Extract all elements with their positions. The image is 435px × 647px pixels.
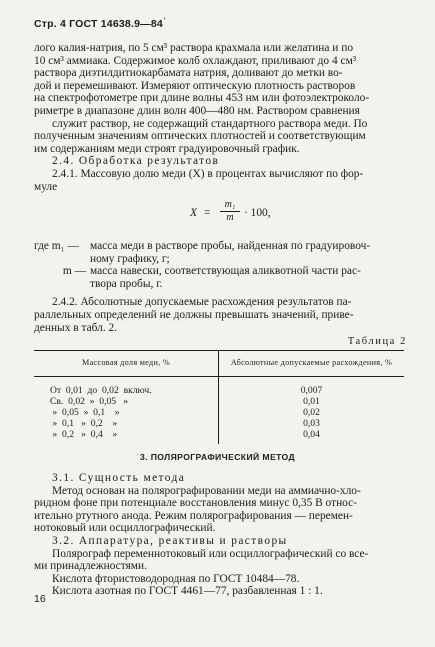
- definition-line: ному графику, г;: [90, 252, 170, 265]
- formula-fraction: [220, 199, 240, 224]
- text-line: им содержаниям меди строят градуировочный график.: [34, 142, 300, 155]
- text-line: риметре в диапазоне длин волн 400—480 нм. Раствором сравнения: [34, 104, 360, 117]
- table-cell-range: » 0,05 » 0,1 »: [34, 407, 219, 418]
- reagent-line: Кислота фтористоводородная по ГОСТ 10484—78.: [52, 572, 300, 585]
- formula-lhs: X: [190, 207, 197, 219]
- formula-definitions: [34, 240, 414, 334]
- page-header: [34, 18, 166, 30]
- column-header-mass-fraction: Массовая доля меди, %: [34, 351, 219, 377]
- definition-line: масса навески, соответствующая аликвотной части рас-: [90, 265, 361, 278]
- section-heading-2-4: 2.4. Обработка результатов: [52, 155, 220, 168]
- definition-term: m —: [62, 265, 86, 278]
- table-cell-value: 0,02: [303, 407, 320, 418]
- table-cell-range: » 0,2 » 0,4 »: [34, 429, 219, 444]
- table-cell-range: Св. 0,02 » 0,05 »: [34, 396, 219, 407]
- definition-term: где m₁ —: [34, 240, 79, 252]
- formula-equals: =: [204, 207, 211, 219]
- table-cell-value: 0,01: [303, 396, 320, 407]
- table-row: [34, 418, 404, 429]
- text-line: дой и перемешивают. Измеряют оптическую плотность растворов: [34, 79, 356, 92]
- table-cell-value: 0,007: [300, 385, 323, 396]
- text-line: на спектрофотометре при длине волны 453 нм или фотоэлектроколо-: [34, 92, 370, 105]
- table-cell-value: 0,04: [303, 429, 320, 440]
- text-line: лого калия-натрия, по 5 см³ раствора крахмала или желатина и по: [34, 42, 354, 54]
- header-mark: ': [163, 16, 166, 26]
- definition-line: масса меди в растворе пробы, найденная по градуировоч-: [90, 240, 371, 252]
- table-caption: Таблица 2: [347, 336, 407, 347]
- table-row: [34, 429, 404, 444]
- table-cell-value: 0,03: [303, 418, 320, 429]
- tolerance-table: [34, 350, 404, 444]
- text-line: Метод основан на полярографировании меди на аммиачно-хло-: [52, 484, 361, 497]
- header-text: Стр. 4 ГОСТ 14638.9—84: [34, 18, 163, 30]
- section-3-title: 3. ПОЛЯРОГРАФИЧЕСКИЙ МЕТОД: [139, 452, 296, 462]
- definition-m1: [34, 240, 414, 265]
- text-line: денных в табл. 2.: [34, 321, 118, 334]
- formula: [190, 199, 300, 229]
- definition-line: твора пробы, г.: [90, 277, 163, 290]
- text-line: раствора диэтилдитиокарбамата натрия, доливают до метки во-: [34, 67, 343, 80]
- reagent-line: Кислота азотная по ГОСТ 4461—77, разбавленная 1 : 1.: [52, 585, 323, 598]
- table-row: [34, 407, 404, 418]
- text-line: Полярограф переменнотоковый или осциллографический со все-: [52, 547, 369, 560]
- section-3-body: [34, 472, 404, 598]
- text-line: ридном фоне при потенциале восстановления минус 0,35 В относ-: [34, 497, 358, 510]
- text-line: 2.4.1. Массовую долю меди (X) в процентах вычисляют по фор-: [52, 167, 364, 180]
- text-line: ми принадлежностями.: [34, 560, 147, 573]
- table-row: [34, 377, 404, 397]
- paragraph-calibration: [34, 42, 404, 193]
- table-cell-range: » 0,1 » 0,2 »: [34, 418, 219, 429]
- text-line: полученным значениям оптических плотностей и соответствующим: [34, 130, 366, 143]
- table-row: [34, 396, 404, 407]
- column-header-tolerance: Абсолютные допускаемые расхождения, %: [219, 351, 405, 377]
- section-heading-3-1: 3.1. Сущность метода: [52, 472, 186, 484]
- text-line: раллельных определений не должны превышать значений, приве-: [34, 308, 354, 321]
- text-line: муле: [34, 180, 58, 193]
- table-header-row: [34, 351, 404, 377]
- section-heading-3-2: 3.2. Аппаратура, реактивы и растворы: [52, 534, 288, 547]
- text-line: ительно ртутного анода. Режим полярографирования — перемен-: [34, 509, 353, 522]
- text-line: 10 см³ аммиака. Содержимое колб охлаждают, приливают до 4 см³: [34, 54, 357, 67]
- page-number: 16: [34, 593, 46, 605]
- formula-multiplier: · 100,: [244, 207, 271, 219]
- text-line: 2.4.2. Абсолютные допускаемые расхождения результатов па-: [52, 296, 352, 309]
- text-line: нотоковый или осциллографический.: [34, 522, 216, 535]
- table-cell-range: От 0,01 до 0,02 включ.: [34, 377, 219, 397]
- definition-m: [34, 265, 414, 290]
- text-line: служит раствор, не содержащий стандартного раствора меди. По: [52, 117, 368, 130]
- formula-denominator: m: [226, 212, 234, 223]
- formula-numerator: m₁: [220, 199, 240, 212]
